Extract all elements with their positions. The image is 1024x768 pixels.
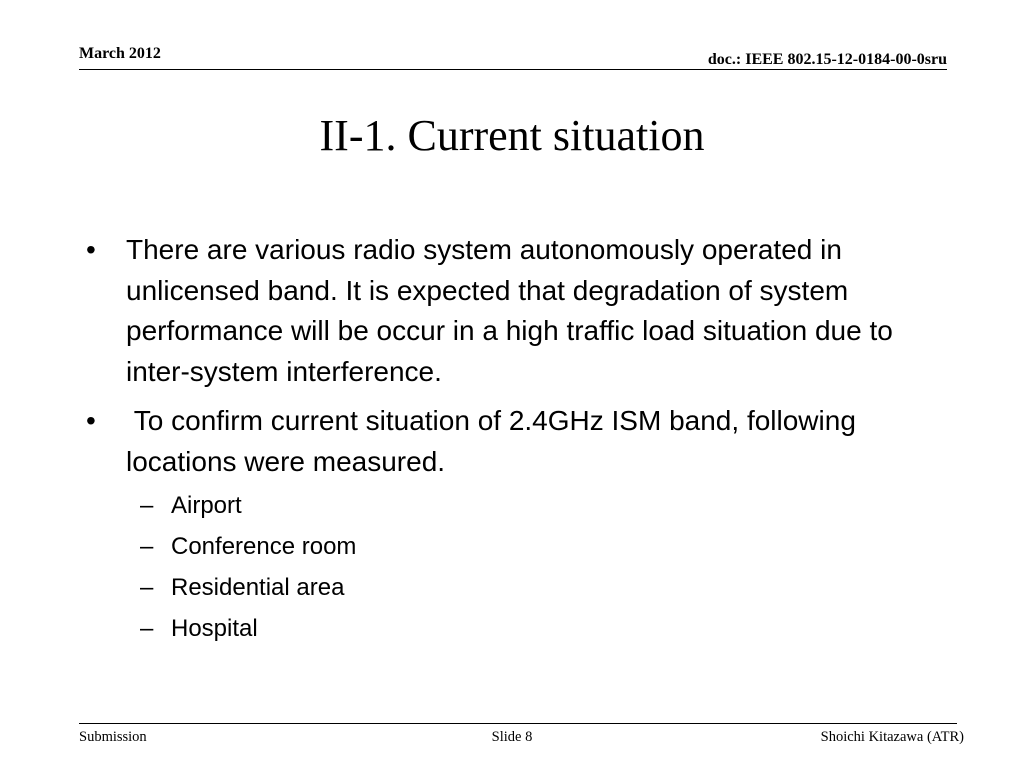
footer-divider <box>79 723 957 724</box>
sub-bullet-marker: – <box>140 492 154 519</box>
sub-bullet-marker: – <box>140 533 154 560</box>
bullet-item <box>86 401 946 482</box>
bullet-text: To confirm current situation of 2.4GHz ISM band, following locations were measured. <box>126 405 864 477</box>
sub-bullet-text: Residential area <box>171 574 345 601</box>
bullet-item <box>86 230 946 392</box>
sub-bullet-marker: – <box>140 574 154 601</box>
bullet-text: There are various radio system autonomously operated in unlicensed band. It is expected that degradation of system performance will be occur in a high traffic load situation due to inter-system interference. <box>126 234 893 387</box>
sub-bullet-text: Conference room <box>171 533 357 560</box>
slide-body <box>86 230 946 655</box>
sub-bullet-text: Airport <box>171 492 242 519</box>
header-doc-id: doc.: IEEE 802.15-12-0184-00-0sru <box>707 51 947 68</box>
sub-bullet-item <box>86 614 946 644</box>
sub-bullet-item <box>86 491 946 521</box>
sub-bullet-marker: – <box>140 615 154 642</box>
footer-slide-number: Slide 8 <box>491 729 533 745</box>
bullet-marker: • <box>86 405 96 436</box>
slide-title: II-1. Current situation <box>319 111 705 160</box>
sub-bullet-item <box>86 532 946 562</box>
bullet-marker: • <box>86 234 96 265</box>
footer-author: Shoichi Kitazawa (ATR) <box>820 729 964 745</box>
sub-bullet-item <box>86 573 946 603</box>
footer-submission: Submission <box>79 729 147 745</box>
sub-bullet-text: Hospital <box>171 615 258 642</box>
header-divider <box>79 69 947 70</box>
header-date: March 2012 <box>79 45 161 62</box>
